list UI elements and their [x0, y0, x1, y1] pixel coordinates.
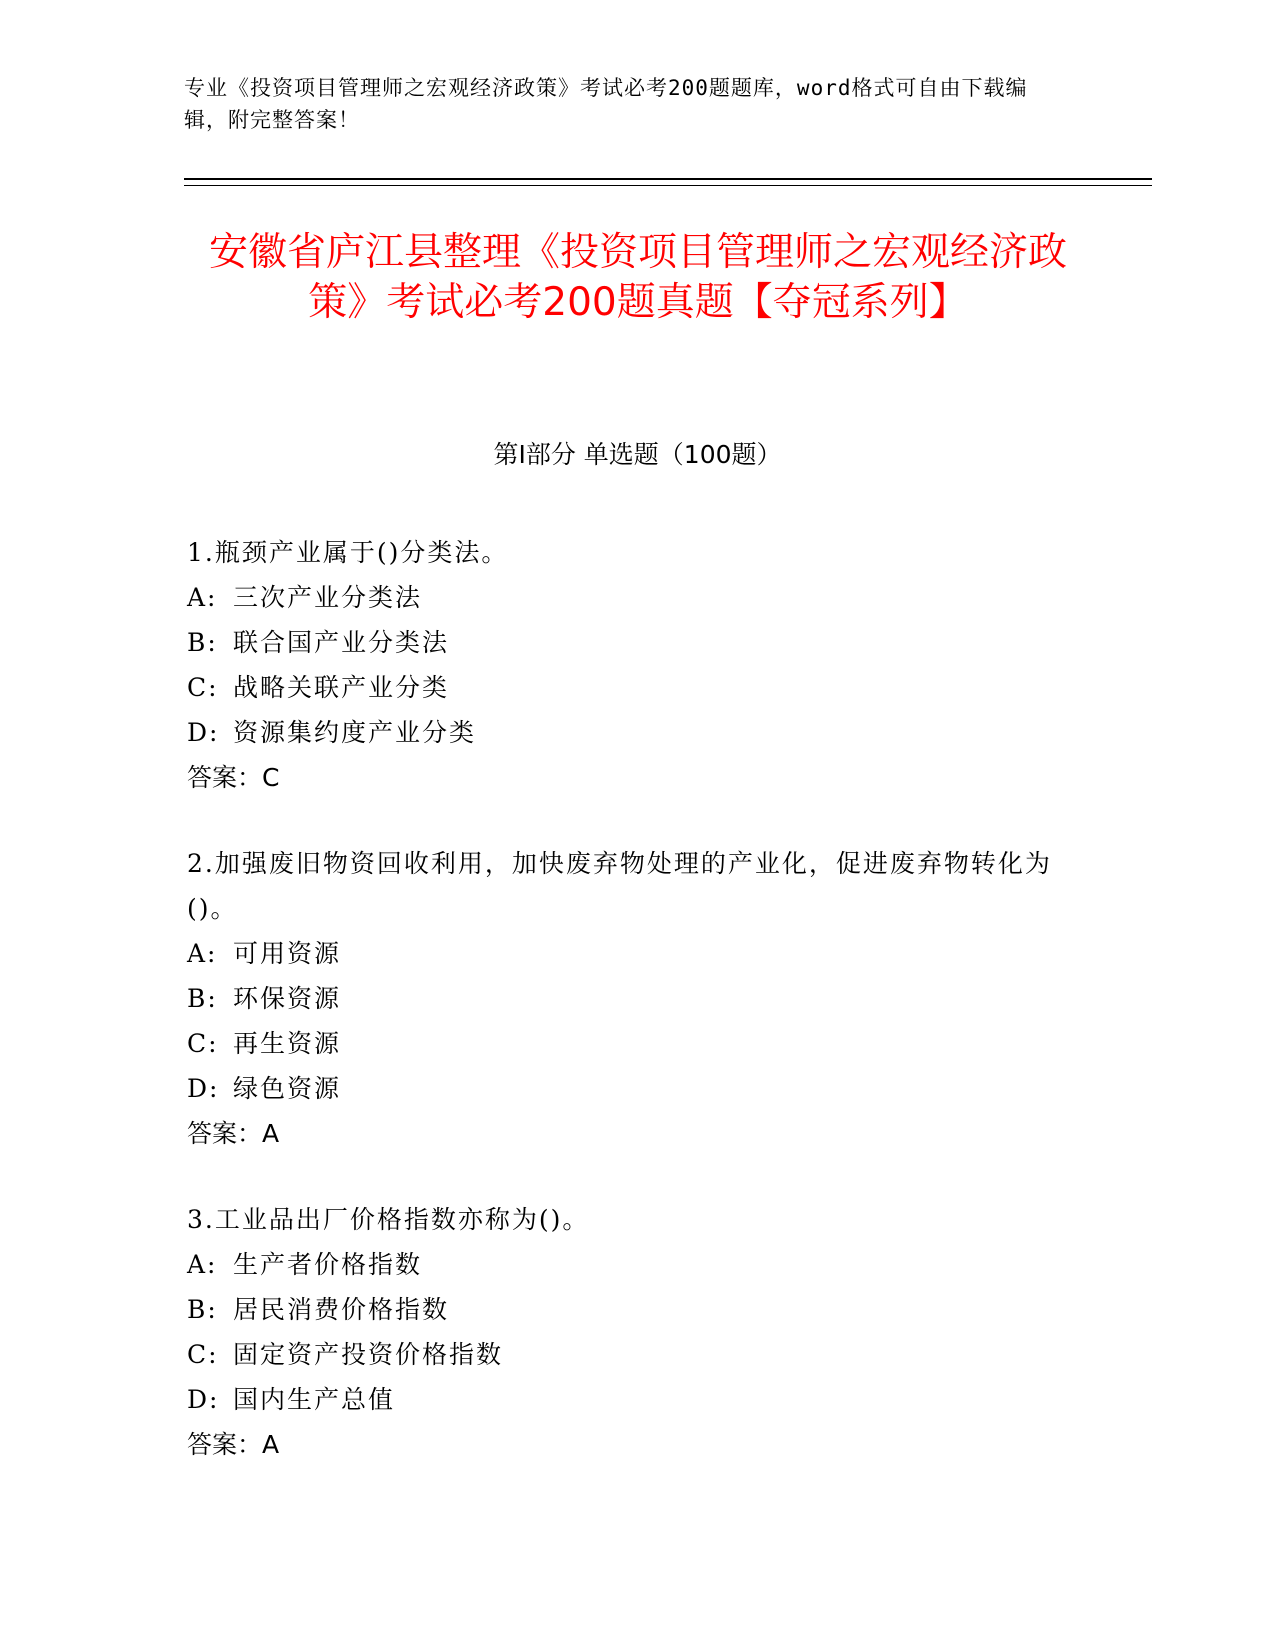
question-3 — [187, 1197, 1067, 1467]
question-text: 1.瓶颈产业属于()分类法。 — [187, 538, 509, 567]
option-key: D: — [187, 1385, 220, 1414]
header-rule-thick — [184, 178, 1152, 180]
option-key: B: — [187, 1295, 218, 1324]
option-text: 联合国产业分类法 — [233, 628, 450, 657]
question-text: 3.工业品出厂价格指数亦称为()。 — [187, 1205, 590, 1234]
option-d — [187, 1377, 1067, 1422]
option-d — [187, 710, 1067, 755]
option-b — [187, 1287, 1067, 1332]
option-text: 可用资源 — [233, 939, 342, 968]
option-key: A: — [187, 939, 218, 968]
option-text: 资源集约度产业分类 — [233, 718, 477, 747]
option-c — [187, 1021, 1067, 1066]
option-key: C: — [187, 1340, 219, 1369]
option-a — [187, 575, 1067, 620]
option-key: A: — [187, 1250, 218, 1279]
option-text: 生产者价格指数 — [233, 1250, 423, 1279]
answer-line: 答案：A — [187, 1430, 280, 1459]
answer-line: 答案：A — [187, 1119, 280, 1148]
option-text: 三次产业分类法 — [233, 583, 423, 612]
question-list — [187, 530, 1067, 1508]
option-text: 国内生产总值 — [233, 1385, 396, 1414]
option-c — [187, 665, 1067, 710]
option-text: 战略关联产业分类 — [233, 673, 450, 702]
option-text: 绿色资源 — [233, 1074, 342, 1103]
option-key: C: — [187, 1029, 219, 1058]
option-text: 环保资源 — [233, 984, 342, 1013]
question-2 — [187, 841, 1067, 1156]
header-note: 专业《投资项目管理师之宏观经济政策》考试必考200题题库，word格式可自由下载编辑，附完整答案！ — [184, 76, 1028, 132]
option-a — [187, 931, 1067, 976]
option-key: C: — [187, 673, 219, 702]
header-rule-thin — [184, 185, 1152, 186]
option-c — [187, 1332, 1067, 1377]
option-key: D: — [187, 718, 220, 747]
question-text: 2.加强废旧物资回收利用，加快废弃物处理的产业化，促进废弃物转化为()。 — [187, 849, 1052, 923]
option-key: B: — [187, 628, 218, 657]
answer-line: 答案：C — [187, 763, 280, 792]
option-a — [187, 1242, 1067, 1287]
question-1 — [187, 530, 1067, 800]
option-key: D: — [187, 1074, 220, 1103]
option-text: 居民消费价格指数 — [233, 1295, 450, 1324]
option-d — [187, 1066, 1067, 1111]
option-b — [187, 620, 1067, 665]
section-heading: 第Ⅰ部分 单选题（100题） — [493, 440, 782, 469]
option-b — [187, 976, 1067, 1021]
option-key: B: — [187, 984, 218, 1013]
option-text: 固定资产投资价格指数 — [233, 1340, 504, 1369]
option-text: 再生资源 — [233, 1029, 342, 1058]
option-key: A: — [187, 583, 218, 612]
document-title: 安徽省庐江县整理《投资项目管理师之宏观经济政策》考试必考200题真题【夺冠系列】 — [208, 230, 1067, 325]
